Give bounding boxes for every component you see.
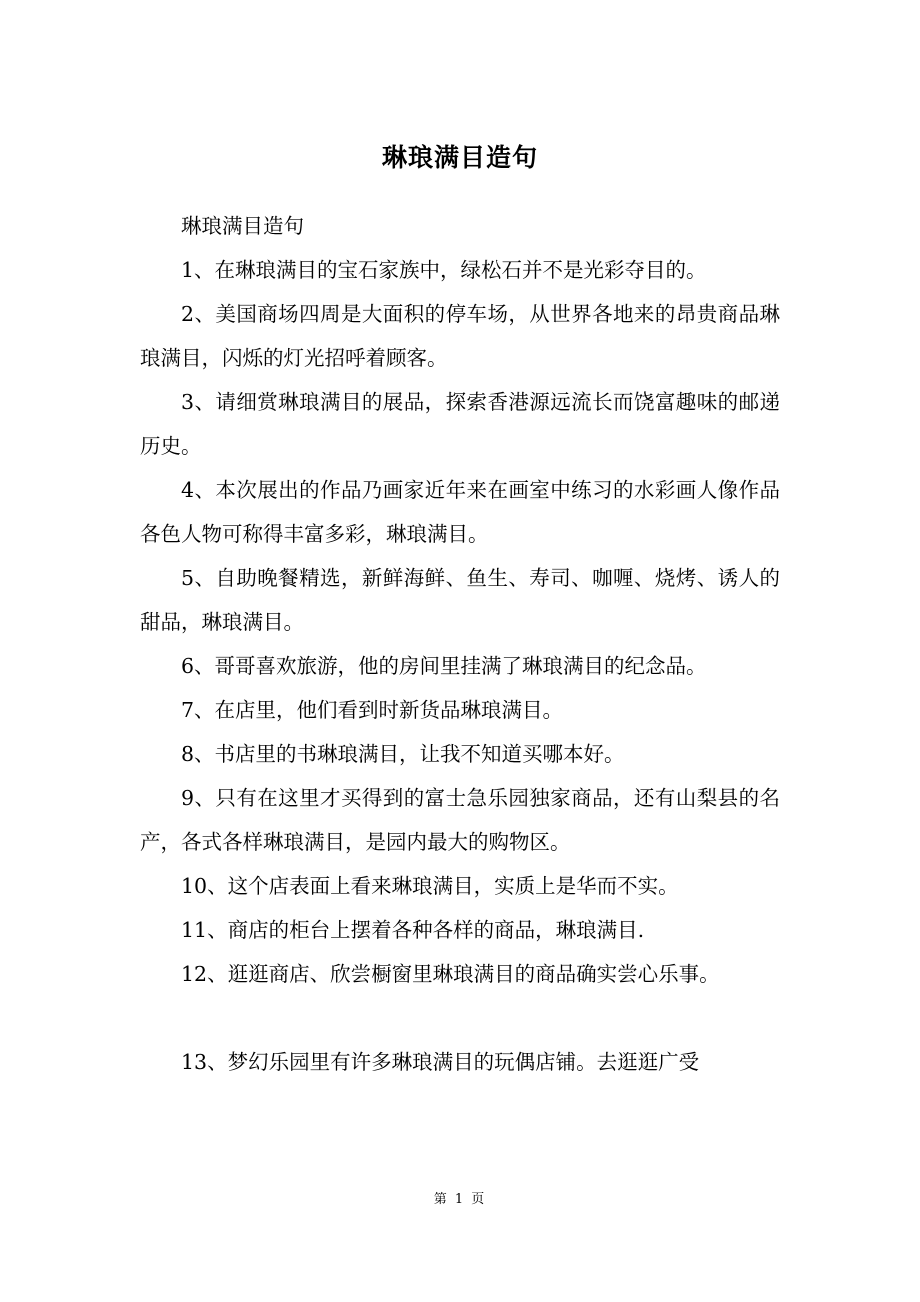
paragraph-sentence-5: 5、自助晚餐精选，新鲜海鲜、鱼生、寿司、咖喱、烧烤、诱人的甜品，琳琅满目。 (140, 566, 780, 634)
paragraph-sentence-3: 3、请细赏琳琅满目的展品，探索香港源远流长而饶富趣味的邮递历史。 (140, 390, 780, 458)
paragraph-sentence-11: 11、商店的柜台上摆着各种各样的商品，琳琅满目. (181, 918, 645, 942)
paragraph-sentence-10: 10、这个店表面上看来琳琅满目，实质上是华而不实。 (181, 874, 679, 898)
paragraph-sentence-1: 1、在琳琅满目的宝石家族中，绿松石并不是光彩夺目的。 (181, 258, 707, 282)
paragraph-sentence-12: 12、逛逛商店、欣尝橱窗里琳琅满目的商品确实尝心乐事。 (181, 962, 720, 986)
document-body (140, 204, 780, 1084)
document-title: 琳琅满目造句 (381, 143, 538, 172)
page-number-footer: 第 1 页 (433, 1192, 487, 1207)
paragraph-sentence-9: 9、只有在这里才买得到的富士急乐园独家商品，还有山梨县的名产，各式各样琳琅满目，是园内最大的购物区。 (140, 786, 780, 854)
paragraph-sentence-4: 4、本次展出的作品乃画家近年来在画室中练习的水彩画人像作品各色人物可称得丰富多彩，琳琅满目。 (140, 478, 780, 546)
paragraph-sentence-7: 7、在店里，他们看到时新货品琳琅满目。 (181, 698, 564, 722)
paragraph-sentence-6: 6、哥哥喜欢旅游，他的房间里挂满了琳琅满目的纪念品。 (181, 654, 707, 678)
paragraph-heading: 琳琅满目造句 (181, 214, 304, 238)
paragraph-sentence-13: 13、梦幻乐园里有许多琳琅满目的玩偶店铺。去逛逛广受 (181, 1050, 700, 1074)
paragraph-sentence-8: 8、书店里的书琳琅满目，让我不知道买哪本好。 (181, 742, 625, 766)
paragraph-gap (140, 996, 780, 1040)
paragraph-sentence-2: 2、美国商场四周是大面积的停车场，从世界各地来的昂贵商品琳琅满目，闪烁的灯光招呼着顾客。 (140, 302, 780, 370)
